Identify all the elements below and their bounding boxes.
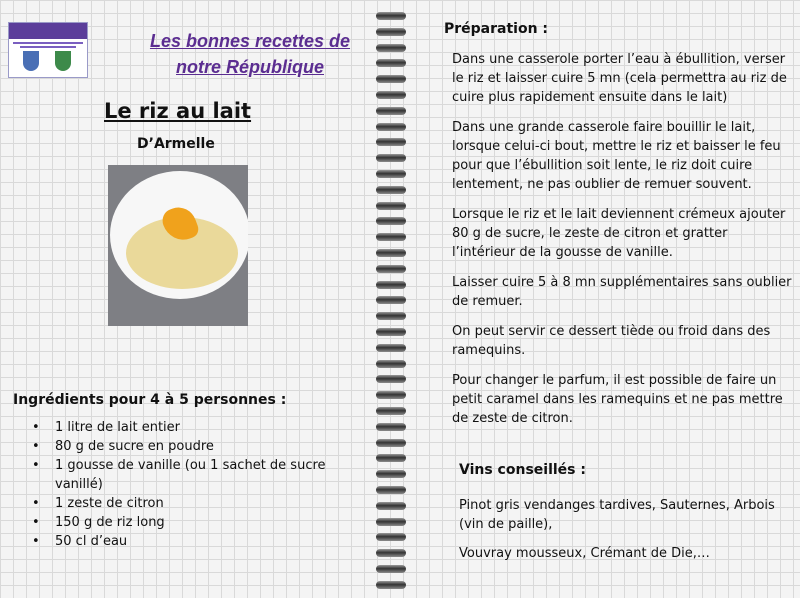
collection-title-line2: notre République [176, 57, 324, 77]
spiral-ring [376, 533, 406, 541]
spiral-ring [376, 12, 406, 20]
spiral-ring [376, 502, 406, 510]
spiral-ring [376, 470, 406, 478]
spiral-ring [376, 423, 406, 431]
ingredients-list [32, 418, 372, 551]
list-item: • 1 litre de lait entier [32, 418, 372, 437]
spiral-ring [376, 217, 406, 225]
recipe-author: D’Armelle [137, 136, 215, 152]
collection-title [130, 28, 370, 80]
shield-icon [55, 51, 71, 71]
preparation-step: On peut servir ce dessert tiède ou froid dans des ramequins. [452, 324, 771, 358]
spiral-ring [376, 123, 406, 131]
spiral-ring [376, 107, 406, 115]
spiral-ring [376, 375, 406, 383]
list-item: • 150 g de riz long [32, 513, 372, 532]
spiral-ring [376, 344, 406, 352]
preparation-steps [452, 50, 792, 439]
spiral-ring [376, 75, 406, 83]
wine-item: Vouvray mousseux, Crémant de Die,… [459, 546, 710, 561]
spiral-ring [376, 91, 406, 99]
list-item: • 1 zeste de citron [32, 494, 372, 513]
spiral-ring [376, 186, 406, 194]
left-page [0, 0, 372, 598]
republic-logo [8, 22, 88, 78]
spiral-ring [376, 360, 406, 368]
spiral-ring [376, 233, 406, 241]
preparation-step: Laisser cuire 5 à 8 mn supplémentaires sans oublier de remuer. [452, 275, 792, 309]
spiral-ring [376, 486, 406, 494]
spiral-ring [376, 281, 406, 289]
spiral-ring [376, 296, 406, 304]
spiral-ring [376, 439, 406, 447]
preparation-step: Lorsque le riz et le lait deviennent crémeux ajouter 80 g de sucre, le zeste de citron et gratter l’intérieur de la gousse de vanille. [452, 207, 786, 260]
preparation-step: Dans une casserole porter l’eau à ébullition, verser le riz et laisser cuire 5 mn (cela permettra au riz de cuire plus rapidement ensuite dans le lait) [452, 52, 787, 105]
list-item: • 80 g de sucre en poudre [32, 437, 372, 456]
spiral-ring [376, 407, 406, 415]
preparation-step: Pour changer le parfum, il est possible de faire un petit caramel dans les ramequins et ne pas mettre de zeste de citron. [452, 373, 783, 426]
wines-title: Vins conseillés : [459, 462, 586, 478]
spiral-ring [376, 312, 406, 320]
rice-pudding-photo [108, 165, 248, 326]
spiral-ring [376, 170, 406, 178]
list-item: • 50 cl d’eau [32, 532, 372, 551]
spiral-ring [376, 249, 406, 257]
shield-icon [23, 51, 39, 71]
spiral-ring [376, 28, 406, 36]
preparation-title: Préparation : [444, 21, 549, 37]
spiral-ring [376, 265, 406, 273]
recipe-title: Le riz au lait [104, 99, 252, 123]
spiral-ring [376, 581, 406, 589]
spiral-ring [376, 549, 406, 557]
list-item: • 1 gousse de vanille (ou 1 sachet de sucre vanillé) [32, 456, 372, 494]
spiral-ring [376, 59, 406, 67]
preparation-step: Dans une grande casserole faire bouillir le lait, lorsque celui-ci bout, mettre le riz et baisser le feu pour que l’ébullition soit lente, le riz doit cuire lentement, ne pas oublier de remuer souvent. [452, 120, 781, 192]
spiral-ring [376, 154, 406, 162]
notebook-spiral-binding [376, 4, 406, 598]
wines-list [459, 496, 794, 573]
spiral-ring [376, 44, 406, 52]
spiral-ring [376, 391, 406, 399]
spiral-ring [376, 565, 406, 573]
spiral-ring [376, 202, 406, 210]
spiral-ring [376, 138, 406, 146]
ingredients-title: Ingrédients pour 4 à 5 personnes : [13, 392, 287, 408]
wine-item: Pinot gris vendanges tardives, Sauternes, Arbois (vin de paille), [459, 498, 775, 532]
spiral-ring [376, 454, 406, 462]
collection-title-line1: Les bonnes recettes de [149, 31, 351, 51]
spiral-ring [376, 518, 406, 526]
spiral-ring [376, 328, 406, 336]
